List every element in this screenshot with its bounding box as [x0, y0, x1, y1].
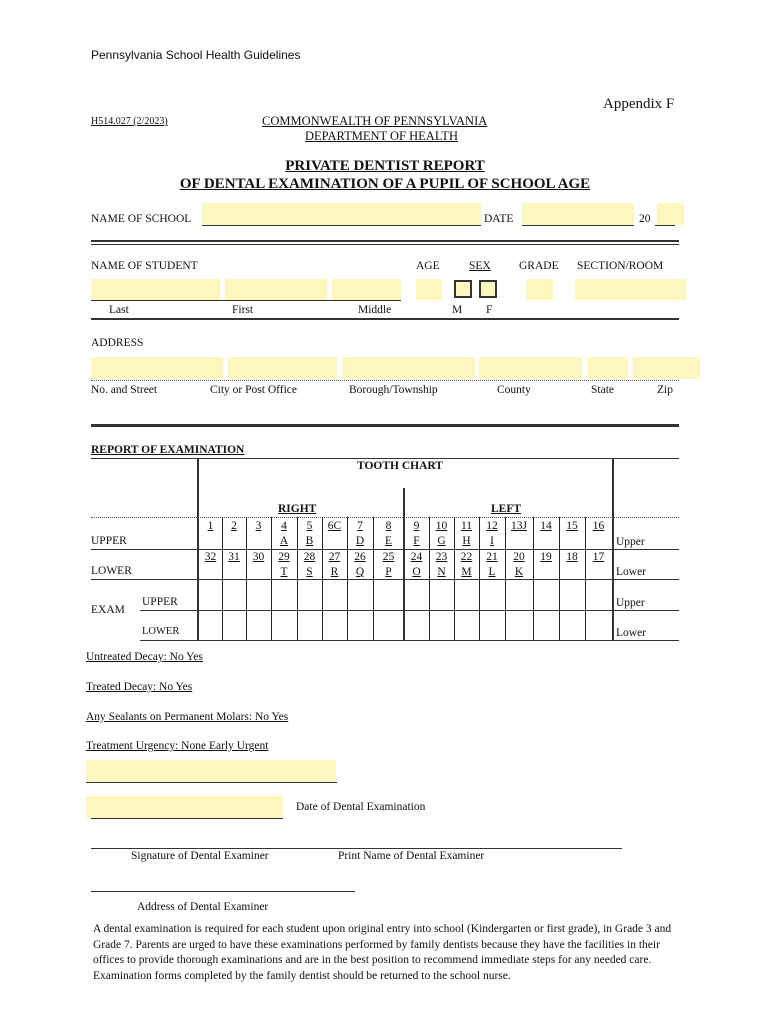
- first-name-field[interactable]: [225, 279, 327, 300]
- divider: [91, 240, 679, 242]
- lower-tooth-number[interactable]: 21: [486, 551, 498, 563]
- chart-border-right: [612, 459, 614, 641]
- address-label: ADDRESS: [91, 337, 144, 349]
- chart-row-line: [140, 610, 679, 611]
- lower-tooth-letter[interactable]: Q: [355, 566, 365, 578]
- year-prefix: 20: [639, 213, 651, 225]
- form-number: H514.027 (2/2023): [91, 116, 168, 127]
- upper-tooth-number[interactable]: 1: [207, 520, 214, 532]
- last-name-field[interactable]: [91, 279, 220, 300]
- lower-tooth-number[interactable]: 29: [278, 551, 290, 563]
- footer-note: A dental examination is required for each student upon original entry into school (Kindergarten or first grade), in Grade 3 and Grade 7. Parents are urged to have these examinations performed by family dentists because they have the facilities in their offices to provide thorough examinations and are in the best position to recommend immediate steps for any needed care. Examination forms completed by the family dentist should be returned to the school nurse.: [93, 923, 672, 982]
- middle-caption: Middle: [358, 304, 392, 316]
- date-field[interactable]: [522, 203, 634, 225]
- street-field[interactable]: [91, 357, 223, 379]
- female-caption: F: [486, 304, 493, 316]
- chart-column-line: [559, 517, 560, 641]
- chart-column-line: [322, 517, 323, 641]
- year-underline: [655, 225, 675, 226]
- side-exam-upper-label: Upper: [616, 597, 645, 609]
- lower-tooth-letter[interactable]: O: [412, 566, 421, 578]
- lower-tooth-number[interactable]: 26: [354, 551, 366, 563]
- state-field[interactable]: [587, 357, 628, 379]
- upper-tooth-letter[interactable]: B: [305, 535, 314, 547]
- title-line1: PRIVATE DENTIST REPORT: [285, 158, 485, 174]
- student-name-underline: [91, 300, 401, 301]
- lower-tooth-number[interactable]: 24: [410, 551, 423, 563]
- chart-border-left: [197, 459, 199, 641]
- zip-caption: Zip: [657, 384, 673, 396]
- age-label: AGE: [416, 260, 440, 272]
- chart-row-line: [91, 517, 679, 518]
- year-field[interactable]: [657, 203, 684, 225]
- side-upper-label: Upper: [616, 536, 645, 548]
- grade-label: GRADE: [519, 260, 559, 272]
- exam-upper-label: UPPER: [142, 596, 178, 608]
- upper-tooth-number[interactable]: 13J: [511, 520, 527, 532]
- lower-tooth-number[interactable]: 30: [252, 551, 265, 563]
- examiner-field[interactable]: [86, 760, 336, 782]
- lower-tooth-letter[interactable]: K: [514, 566, 524, 578]
- section-field[interactable]: [575, 279, 686, 300]
- lower-tooth-number[interactable]: 18: [566, 551, 578, 563]
- exam-date-field[interactable]: [86, 796, 283, 818]
- examiner-address-label: Address of Dental Examiner: [137, 901, 269, 913]
- upper-tooth-number[interactable]: 16: [592, 520, 605, 532]
- lower-tooth-number[interactable]: 22: [460, 551, 473, 563]
- last-caption: Last: [109, 304, 129, 316]
- print-name-label: Print Name of Dental Examiner: [338, 850, 485, 862]
- agency-line2: DEPARTMENT OF HEALTH: [305, 129, 458, 143]
- date-label: DATE: [484, 213, 514, 225]
- city-caption: City or Post Office: [210, 384, 297, 396]
- exam-lower-label: LOWER: [142, 626, 180, 637]
- date-underline: [522, 225, 634, 226]
- side-exam-lower-label: Lower: [616, 627, 647, 639]
- sex-label: SEX: [469, 260, 491, 272]
- student-name-label: NAME OF STUDENT: [91, 260, 198, 272]
- chart-row-line: [91, 579, 679, 580]
- chart-column-line: [533, 517, 534, 641]
- exam-label: EXAM: [91, 604, 125, 616]
- lower-tooth-number[interactable]: 23: [435, 551, 448, 563]
- school-name-field[interactable]: [202, 203, 481, 225]
- upper-tooth-number[interactable]: 9: [413, 520, 420, 532]
- sex-male-checkbox[interactable]: [454, 280, 472, 298]
- zip-field[interactable]: [633, 357, 700, 379]
- upper-tooth-letter[interactable]: H: [462, 535, 471, 547]
- lower-tooth-number[interactable]: 32: [204, 551, 217, 563]
- street-caption: No. and Street: [91, 384, 158, 396]
- lower-tooth-letter[interactable]: L: [488, 566, 496, 578]
- chart-row-line: [140, 640, 679, 641]
- lower-tooth-number[interactable]: 27: [328, 551, 341, 563]
- upper-tooth-number[interactable]: 14: [540, 520, 552, 532]
- lower-tooth-number[interactable]: 19: [540, 551, 552, 563]
- lower-label: LOWER: [91, 565, 132, 577]
- upper-tooth-letter[interactable]: E: [384, 535, 393, 547]
- upper-tooth-number[interactable]: 11: [460, 520, 473, 532]
- lower-tooth-letter[interactable]: T: [280, 566, 288, 578]
- upper-label: UPPER: [91, 535, 127, 547]
- upper-tooth-number[interactable]: 5: [306, 520, 313, 532]
- upper-tooth-letter[interactable]: G: [437, 535, 446, 547]
- lower-tooth-number[interactable]: 25: [382, 551, 395, 563]
- chart-midline: [403, 488, 405, 641]
- lower-tooth-letter[interactable]: N: [437, 566, 446, 578]
- upper-tooth-number[interactable]: 12: [486, 520, 498, 532]
- treated-decay[interactable]: Treated Decay: No Yes: [86, 681, 193, 693]
- signature-underline: [91, 848, 622, 849]
- running-title: Pennsylvania School Health Guidelines: [91, 48, 301, 62]
- upper-tooth-letter[interactable]: A: [279, 535, 289, 547]
- exam-date-label: Date of Dental Examination: [296, 801, 426, 813]
- county-field[interactable]: [479, 357, 582, 379]
- first-caption: First: [232, 304, 254, 316]
- upper-tooth-letter[interactable]: D: [355, 535, 365, 547]
- age-field[interactable]: [416, 279, 442, 300]
- tooth-chart-title: TOOTH CHART: [357, 460, 443, 472]
- chart-column-line: [246, 517, 247, 641]
- treatment-urgency[interactable]: Treatment Urgency: None Early Urgent: [86, 740, 269, 752]
- upper-tooth-number[interactable]: 6C: [327, 520, 342, 532]
- divider: [91, 244, 679, 245]
- male-caption: M: [452, 304, 463, 316]
- borough-caption: Borough/Township: [349, 384, 438, 396]
- left-label: LEFT: [491, 503, 522, 515]
- agency-line1: COMMONWEALTH OF PENNSYLVANIA: [262, 114, 488, 128]
- examiner-underline: [86, 782, 337, 783]
- upper-tooth-number[interactable]: 10: [435, 520, 448, 532]
- untreated-decay[interactable]: Untreated Decay: No Yes: [86, 651, 203, 663]
- school-name-underline: [202, 225, 481, 226]
- exam-date-underline: [91, 818, 283, 819]
- lower-tooth-number[interactable]: 31: [228, 551, 240, 563]
- upper-tooth-number[interactable]: 3: [255, 520, 262, 532]
- chart-column-line: [585, 517, 586, 641]
- lower-tooth-letter[interactable]: S: [306, 566, 313, 578]
- upper-tooth-number[interactable]: 15: [566, 520, 578, 532]
- signature-label: Signature of Dental Examiner: [131, 850, 269, 862]
- chart-column-line: [505, 517, 506, 641]
- state-caption: State: [591, 384, 614, 396]
- upper-tooth-letter[interactable]: I: [490, 535, 494, 547]
- upper-tooth-number[interactable]: 4: [281, 520, 287, 532]
- upper-tooth-number[interactable]: 7: [357, 520, 363, 532]
- county-caption: County: [497, 384, 531, 396]
- address-examiner-underline: [91, 891, 355, 892]
- title-line2: OF DENTAL EXAMINATION OF A PUPIL OF SCHOOL AGE: [179, 176, 591, 192]
- chart-column-line: [222, 517, 223, 641]
- divider: [91, 424, 679, 427]
- report-heading: REPORT OF EXAMINATION: [91, 444, 245, 456]
- lower-tooth-letter[interactable]: P: [385, 566, 392, 578]
- lower-tooth-letter[interactable]: R: [330, 566, 339, 578]
- lower-tooth-number[interactable]: 28: [303, 551, 316, 563]
- address-underline: [91, 380, 679, 381]
- upper-tooth-number[interactable]: 2: [231, 520, 237, 532]
- upper-tooth-number[interactable]: 8: [385, 520, 392, 532]
- borough-field[interactable]: [342, 357, 475, 379]
- divider: [91, 458, 679, 459]
- upper-tooth-letter[interactable]: F: [413, 535, 420, 547]
- middle-name-field[interactable]: [332, 279, 401, 300]
- appendix-label: Appendix F: [603, 96, 675, 112]
- right-label: RIGHT: [278, 503, 317, 515]
- school-name-label: NAME OF SCHOOL: [91, 213, 192, 225]
- sex-female-checkbox[interactable]: [479, 280, 497, 298]
- lower-tooth-number[interactable]: 20: [513, 551, 525, 563]
- divider: [91, 318, 679, 320]
- lower-tooth-number[interactable]: 17: [592, 551, 605, 563]
- sealants[interactable]: Any Sealants on Permanent Molars: No Yes: [86, 711, 289, 723]
- grade-field[interactable]: [526, 279, 553, 300]
- city-field[interactable]: [228, 357, 337, 379]
- section-label: SECTION/ROOM: [577, 260, 664, 272]
- lower-tooth-letter[interactable]: M: [461, 566, 472, 578]
- side-lower-label: Lower: [616, 566, 647, 578]
- chart-row-line: [91, 549, 679, 550]
